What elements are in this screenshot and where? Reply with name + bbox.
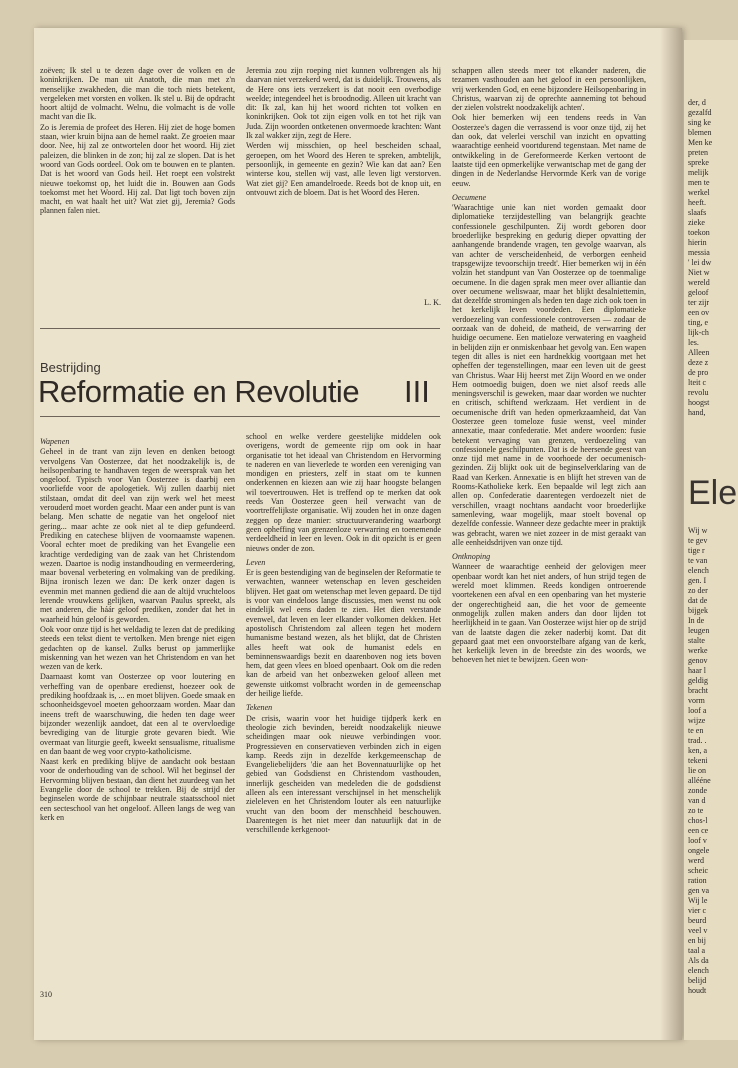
text-fragment: les. bbox=[688, 338, 699, 347]
paragraph: Wanneer de waarachtige eenheid der gelovigen meer openbaar wordt kan het niet anders, of hun strijd tegen de wereld moet klimmen. Reeds kondigen ontroerende voortekenen een afval en een openbaring van het mysterie der ongerechtigheid aan, die het voor de gemeente onmogelijk zullen maken anders dan door lijden tot heerlijkheid in te gaan. Van Oosterzee wijst hier op de strijd van de laatste dagen die zeker naderbij komt. Dat dit gepaard gaat met een onvoorstelbare afgang van de kerk, het kerkelijk leven in de breedste zin des woords, we behoeven het niet te bewijzen. Geen won- bbox=[452, 562, 646, 665]
text-fragment: trad. . bbox=[688, 736, 707, 745]
text-fragment: tige r bbox=[688, 546, 705, 555]
title-divider bbox=[40, 416, 440, 417]
text-fragment: preten bbox=[688, 148, 708, 157]
text-fragment: en bij bbox=[688, 936, 706, 945]
text-fragment: belijd bbox=[688, 976, 707, 985]
text-fragment: leugen bbox=[688, 626, 710, 635]
text-fragment: van d bbox=[688, 796, 706, 805]
top-article-column-1 bbox=[40, 66, 235, 310]
subheading: Leven bbox=[246, 557, 266, 567]
text-fragment: melijk bbox=[688, 168, 709, 177]
text-fragment: der, d bbox=[688, 98, 706, 107]
author-signature: L. K. bbox=[424, 298, 441, 307]
text-fragment: te en bbox=[688, 726, 704, 735]
adjacent-page-text-top bbox=[688, 98, 712, 418]
top-article-column-2 bbox=[246, 66, 441, 310]
text-fragment: wereld bbox=[688, 278, 710, 287]
text-fragment: loof a bbox=[688, 706, 707, 715]
text-fragment: stalte bbox=[688, 636, 705, 645]
paragraph: zoëven; Ik stel u te dezen dage over de volken en de koninkrijken. De man uit Anatoth, die man met z'n menselijke zwakheden, die man die toch niets betekent, vergeleken met vorsten en volken. Ik stel u. Bij de opdracht hoort altijd de volmacht. Welnu, die volmacht is de volle macht van die Ik. bbox=[40, 66, 235, 122]
text-fragment: dat de bbox=[688, 596, 708, 605]
text-fragment: hierin bbox=[688, 238, 707, 247]
text-fragment: blemen bbox=[688, 128, 712, 137]
text-fragment: revolu bbox=[688, 388, 709, 397]
subheading: Oecumene bbox=[452, 192, 487, 202]
text-fragment: lijk-ch bbox=[688, 328, 709, 337]
paragraph: Geheel in de trant van zijn leven en denken betoogt vervolgens Van Oosterzee, dat het noodzakelijk is, de heilsopenbaring te handhaven tegen de weersprak van het ongeloof. Typisch voor Van Oosterzee is daarbij een voorliefde voor de apologetiek. Wij zullen daarbij niet stilstaan, omdat dit deel van zijn werk wel het meest verouderd moet worden geacht. Maar een ander punt is van belang. Men schatte de negatie van het ongeloof niet gering... maar achte ze ook niet al te diep gefundeerd. Prediking en catechese blijven de voornaamste wapenen. Vooral echter moet de prediking van het Evangelie een krachtige verdediging van de zaak van het Christendom wezen. Daartoe is nodig instandhouding en vermeerdering, maar bovenal verbetering en volmaking van de prediking. Bijna ironisch lezen we dan: De kerk onzer dagen is evenmin met mannen gediend die aan de altijd vruchteloos lerende vrouwkens gelijken, waarvan Paulus spreekt, als met anderen, die háár geloof prediken, zonder dat het in waarheid hún geloof is geworden. bbox=[40, 447, 235, 624]
text-fragment: chos-l bbox=[688, 816, 708, 825]
article-part-number: III bbox=[404, 374, 430, 409]
text-fragment: taal a bbox=[688, 946, 706, 955]
paragraph: Daarnaast komt van Oosterzee op voor loutering en verheffing van de openbare eredienst, hoezeer ook de prediking hoofdzaak is, ... en moet blijven. Goede smaak en schoonheidsgevoel moeten gehoorzaam worden. Maar dan ineens treft de waarschuwing, die heden ten dage weer bijzonder wezenlijk aandoet, dat een al te overvloedige bevrediging van de liturgie grote gevaren biedt. Wie overmaat van liturgie geeft, kweekt sensualisme, ritualisme en dan baant de weg voor crypto-katholicisme. bbox=[40, 672, 235, 756]
text-fragment: elench bbox=[688, 566, 709, 575]
paragraph: schappen allen steeds meer tot elkander naderen, die tezamen vasthouden aan het geloof in een persoonlijken, vrij werkenden God, en eene bijzondere Heilsopenbaring in Christus, waarvan zij de oprechte aanneming tot behoud der zielen volstrekt noodzakelijk achten'. bbox=[452, 66, 646, 113]
adjacent-page-heading: Ele bbox=[688, 474, 738, 512]
paragraph: Jeremia zou zijn roeping niet kunnen volbrengen als hij daarvan niet verzekerd werd, dat is duidelijk. Trouwens, als de Here ons iets verzekert is dat nooit een overbodige weelde; integendeel het is broodnodig. Alleen uit kracht van dit: Ik zal, kan hij het woord richten tot volken en koninkrijken. Ook tot zijn eigen volk en tot het rijk van Juda. Zijn woorden ontketenen onvermoede krachten: Want Ik zal wakker zijn, zegt de Here. bbox=[246, 66, 441, 141]
text-fragment: geloof bbox=[688, 288, 709, 297]
subheading: Tekenen bbox=[246, 703, 273, 713]
text-fragment: slaafs bbox=[688, 208, 707, 217]
article-column-3 bbox=[452, 66, 646, 966]
text-fragment: Wij w bbox=[688, 526, 708, 535]
text-fragment: gen va bbox=[688, 886, 710, 895]
text-fragment: veel v bbox=[688, 926, 708, 935]
adjacent-page bbox=[684, 40, 738, 1040]
text-fragment: In de bbox=[688, 616, 705, 625]
paragraph: De crisis, waarin voor het huidige tijdperk kerk en theologie zich bevinden, bereidt noodzakelijk nieuwe scheidingen maar ook nieuwe verbindingen voor. Progressieven en conservatieven verbinden zich in eigen kamp. Reeds zijn in dezelfde kerkgemeenschap de Evangeliebelijders 'die aan het Bovennatuurlijke op het gebied van Godsdienst en Christendom vasthouden, innerlijk gescheiden van medeleden die de godsdienst alleen als een interessant verschijnsel in het menschelijk zieleleven en het Christendom louter als een natuurlijke vrucht van den boom der menschheid beschouwen. Daarentegen is het niet meer dan natuurlijk dat in de verschillende kerkgenoot- bbox=[246, 713, 441, 835]
text-fragment: houdt bbox=[688, 986, 707, 995]
text-fragment: ken, a bbox=[688, 746, 708, 755]
text-fragment: hoogst bbox=[688, 398, 710, 407]
article-column-1 bbox=[40, 432, 235, 980]
text-fragment: lie on bbox=[688, 766, 706, 775]
text-fragment: men te bbox=[688, 178, 710, 187]
text-fragment: werd bbox=[688, 856, 704, 865]
text-fragment: loof v bbox=[688, 836, 707, 845]
text-fragment: Niet w bbox=[688, 268, 710, 277]
text-fragment: een ov bbox=[688, 308, 710, 317]
subheading: Ontknoping bbox=[452, 552, 491, 562]
text-fragment: een ce bbox=[688, 826, 709, 835]
text-fragment: bracht bbox=[688, 686, 708, 695]
page-spine-shadow bbox=[660, 28, 682, 1040]
text-fragment: werke bbox=[688, 646, 708, 655]
text-fragment: Wij le bbox=[688, 896, 708, 905]
text-fragment: ting, e bbox=[688, 318, 708, 327]
text-fragment: Alleen bbox=[688, 348, 710, 357]
text-fragment: tekeni bbox=[688, 756, 708, 765]
paragraph: Er is geen bestendiging van de beginselen der Reformatie te verwachten, wanneer wetenschap en leven gescheiden blijven. Het gaat om wetenschap met leven gepaard. De tijd is voor van eindeloos lange discussies, men wenst nu ook eindelijk wel eens daden te zien. Het dien verstande evenwel, dat leven en leer elkander volkomen dekken. Het apostolisch Christendom zal alleen tegen het modern humanisme bestand wezen, als het blijkt, dat de Christen alles heeft wat ook de humanist edels en beminnenswaardigs bezit en daarenboven nog iets boven hem, dat geen vlees en bloed openbaart. Ook om die reden kan de arbeid van het onbezweken geloof alleen met gewenste uitkomst volbracht worden in de gemeenschap der heilige liefde. bbox=[246, 568, 441, 699]
text-fragment: beurd bbox=[688, 916, 707, 925]
section-divider bbox=[40, 328, 440, 329]
text-fragment: werkel bbox=[688, 188, 710, 197]
paragraph: 'Waarachtige unie kan niet worden gemaakt door diplomatieke terzijdestelling van belangrijk geachte confessionele geschilpunten. Zij wordt geboren door broederlijke bespreking en gedurig dieper opvatting der aanhangende brandende vragen, ten gevolge waarvan, als van achter de verscheidenheid, de verborgen eenheid trapsgewijze tevoorschijn treedt'. Hier bemerken wij in één volzin het standpunt van Van Oosterzee op de toenmalige oecumene. In die dagen sprak men meer over alliantie dan over oecumene weliswaar, maar het blijkt desalniettemin, dat dezelfde stromingen als heden ten dage zich ook toen in het kerkelijk leven voordeden. Een diplomatieke verdoezeling van confessionele controversen — zodaar de oorzaak van de doheid, de matheid, de verwarring der huidige oecumene. Een matieloze verwatering en vaagheid in belijden zijn er onmiskenbaar het gevolg van. Een wapen tegen dit alles is niet een hardnekkig voortgaan met het opheffen der tegenstellingen, maar een leven uit de geest van Christus. Waar Hij heerst met Zijn Woord en we onder Hem ootmoedig buigen, doen we niet alsof reeds alle meningsverschil is geweken, maar daar worden we nuchter en critisch, schiftend werkzaam. Het verdient in de oecumenische drift van heden opmerkzaamheid, dat Van Oosterzee geen tomeloze fusie wenst, veel minder annexatie, maar confederatie. Met andere woorden: fusie betekent vervaging van grenzen, verdoezeling van confessionele geschilpunten. Dat is de heersende geest van onze tijd met name in de voorhoede der oecumenisch-gezinden. Zij blijkt ook uit de beginselverklaring van de Raad van Kerken. Annexatie is en blijft het streven van de Rooms-Katholieke kerk. Een bepaalde wil legt zich aan allen op. Confederatie daarentegen verdoezelt niet de verschillen, vraagt nochtans aandacht voor broederlijke samenleving, waar mogelijk, maar stoelt bovenal op dezelfde confessie. Wanneer deze gedachte meer in praktijk was gebracht, waren we niet zozeer in de mist geraakt van alle eenheidsdrijven van onze tijd. bbox=[452, 203, 646, 547]
text-fragment: zonde bbox=[688, 786, 708, 795]
text-fragment: de pro bbox=[688, 368, 709, 377]
text-fragment: zo der bbox=[688, 586, 708, 595]
text-fragment: scheic bbox=[688, 866, 708, 875]
text-fragment: wijze bbox=[688, 716, 706, 725]
text-fragment: lteit c bbox=[688, 378, 706, 387]
text-fragment: elench bbox=[688, 966, 709, 975]
text-fragment: deze z bbox=[688, 358, 709, 367]
text-fragment: zo te bbox=[688, 806, 704, 815]
text-fragment: ration bbox=[688, 876, 707, 885]
text-fragment: gen. I bbox=[688, 576, 707, 585]
paragraph: Naast kerk en prediking blijve de aandacht ook bestaan voor de onderhouding van de school. Wil het beginsel der Hervorming blijven bestaan, dan dient het zuurdeeg van het Evangelie door de school te trekken. Bij de strijd der beginselen worde de schijnbaar neutrale staatsschool niet een secteschool van het ongeloof. Alleen langs de weg van kerk en bbox=[40, 757, 235, 822]
text-fragment: geldig bbox=[688, 676, 708, 685]
text-fragment: te van bbox=[688, 556, 708, 565]
text-fragment: vier c bbox=[688, 906, 706, 915]
text-fragment: heeft. bbox=[688, 198, 706, 207]
text-fragment: gezalfd bbox=[688, 108, 712, 117]
paragraph: school en welke verdere geestelijke middelen ook overigens, wordt de gemeente rijp om ook in haar organisatie tot het ideaal van Christendom en Hervorming te naderen en van lieverlede te worden een vereniging van mondigen en priesters, zelf in staat om te kunnen onderkennen en kiezen aan wie zij haar hoogste belangen wil toevertrouwen. Het is treffend op te merken dat ook reeds Van Oosterzee geen heil verwacht van de voortreffelijkste organisatie. Wij zouden het in onze dagen zeggen op deze manier: structuurverandering waarborgt geen opheffing van grenzenloze verwarring en toenemende verdeeldheid in leer en leven. Ook in dit opzicht is er geen nieuws onder de zon. bbox=[246, 432, 441, 553]
article-kicker: Bestrijding bbox=[40, 360, 101, 375]
text-fragment: vorm bbox=[688, 696, 705, 705]
text-fragment: Als da bbox=[688, 956, 709, 965]
text-fragment: te gev bbox=[688, 536, 708, 545]
adjacent-page-text-bottom bbox=[688, 526, 711, 996]
subheading: Wapenen bbox=[40, 437, 70, 446]
text-fragment: ongele bbox=[688, 846, 710, 855]
text-fragment: haar l bbox=[688, 666, 706, 675]
text-fragment: hand, bbox=[688, 408, 706, 417]
text-fragment: Men ke bbox=[688, 138, 713, 147]
article-title: Reformatie en Revolutie bbox=[38, 374, 360, 409]
text-fragment: genov bbox=[688, 656, 708, 665]
paragraph: Werden wij misschien, op heel bescheiden schaal, geroepen, om het Woord des Heren te spreken, ambtelijk, persoonlijk, in gemeente en gezin? Wie kan dat aan? Een winterse kou, stellen wij vast, alle leven ligt verstorven. Wat ziet gij? Een amandelroede. Reeds bot de knop uit, en ontvouwt zich de bloem. Dat is het Woord des Heren. bbox=[246, 141, 441, 197]
text-fragment: spreke bbox=[688, 158, 709, 167]
text-fragment: bijgek bbox=[688, 606, 708, 615]
text-fragment: sing ke bbox=[688, 118, 711, 127]
text-fragment: messia bbox=[688, 248, 710, 257]
text-fragment: ter zijr bbox=[688, 298, 710, 307]
text-fragment: zieke bbox=[688, 218, 705, 227]
paragraph: Ook hier bemerken wij een tendens reeds in Van Oosterzee's dagen die verrassend is voor onze tijd, zij het dan ook, dat velerlei verschil van inzicht en opvatting waarachtige eenheid voortdurend tegenstaan. Met name de ontwikkeling in de Gereformeerde Kerken vertoont de laatste tijd een opmerkelijke verwantschap met de gang der dingen in de Nederlandse Hervormde Kerk van de vorige eeuw. bbox=[452, 113, 646, 188]
text-fragment: ' lei dw bbox=[688, 258, 712, 267]
paragraph: Ook voor onze tijd is het weldadig te lezen dat de prediking steeds een tekst dient te vertolken. Men brenge niet eigen gedachten op de kansel. Zulks berust op jammerlijke miskenning van het wezen van het Christendom en van het wezen van de kerk. bbox=[40, 624, 235, 672]
text-fragment: allééne bbox=[688, 776, 711, 785]
page-number: 310 bbox=[40, 990, 52, 999]
article-column-2 bbox=[246, 432, 441, 980]
paragraph: Zo is Jeremia de profeet des Heren. Hij ziet de hoge bomen staan, wier kruin bijna aan de hemel raakt. Ze groeien maar door. Nee, hij zal ze ontwortelen door het woord. Hij ziet paleizen, die blinken in de zon; hij zal ze slopen. Dat is het woord van Gods oordeel. Ook om te bouwen en te planten. Dat is het woord van Gods heil. Het roept een volstrekt nieuwe toekomst op, het luidt die in. Bouwen aan Gods toekomst met het Woord. Hij zal. Dat ligt toch boven zijn macht, en wat haalt het uit? Wat ziet gij, Jeremia? Gods plannen falen niet. bbox=[40, 122, 235, 216]
text-fragment: toekon bbox=[688, 228, 710, 237]
